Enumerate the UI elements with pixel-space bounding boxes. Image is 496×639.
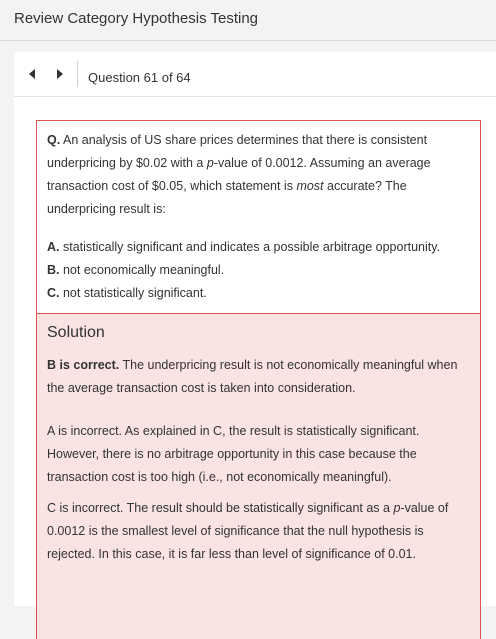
question-counter: Question 61 of 64 <box>88 70 191 85</box>
question-navigation <box>14 52 496 97</box>
p-italic: p <box>206 156 214 170</box>
solution-paragraph-2: A is incorrect. As explained in C, the result is statistically significant. However, there is no arbitrage opportunity in this case because the transaction cost is too high (i.e., not economically meaningful). <box>47 424 420 484</box>
solution-text: C is incorrect. The result should be statistically significant as a <box>47 501 394 515</box>
solution-text: -value of 0.0012 is the smallest level of significance that the null hypothesis is rejected. In this case, it is far less than level of significance of 0.01. <box>47 501 449 561</box>
question-text <box>47 129 467 221</box>
question-text-part: accurate? The underpricing result is: <box>47 179 407 216</box>
solution-section <box>37 313 480 639</box>
option-text: not economically meaningful. <box>59 263 225 277</box>
option-b[interactable] <box>47 259 467 282</box>
option-letter: A. <box>47 240 60 254</box>
question-section <box>37 121 480 313</box>
p-italic: p <box>393 501 401 515</box>
previous-question-button[interactable] <box>24 66 40 82</box>
option-a[interactable] <box>47 236 467 259</box>
option-text: statistically significant and indicates a possible arbitrage opportunity. <box>59 240 441 254</box>
correct-answer-label: B is correct. <box>47 358 120 372</box>
most-italic: most <box>296 179 324 193</box>
next-question-button[interactable] <box>52 66 68 82</box>
solution-text: The underpricing result is not economically meaningful when the average transaction cost is taken into consideration. <box>47 358 458 395</box>
solution-paragraph-3 <box>47 497 470 566</box>
page-title: Review Category Hypothesis Testing <box>14 10 259 27</box>
nav-divider <box>77 61 78 87</box>
solution-title: Solution <box>47 324 105 341</box>
answer-options <box>47 236 467 305</box>
option-letter: B. <box>47 263 60 277</box>
triangle-left-icon <box>29 69 35 79</box>
question-prefix: Q. <box>47 133 61 147</box>
question-card <box>36 120 481 639</box>
option-letter: C. <box>47 286 60 300</box>
top-bar <box>0 0 496 41</box>
triangle-right-icon <box>57 69 63 79</box>
solution-paragraph-1 <box>47 354 470 400</box>
question-panel <box>14 52 496 606</box>
option-c[interactable] <box>47 282 467 305</box>
option-text: not statistically significant. <box>59 286 207 300</box>
question-text-part: -value of 0.0012. Assuming an average transaction cost of $0.05, which statement is <box>47 156 431 193</box>
question-text-part: An analysis of US share prices determines that there is consistent underpricing by $0.02 with a <box>47 133 428 170</box>
